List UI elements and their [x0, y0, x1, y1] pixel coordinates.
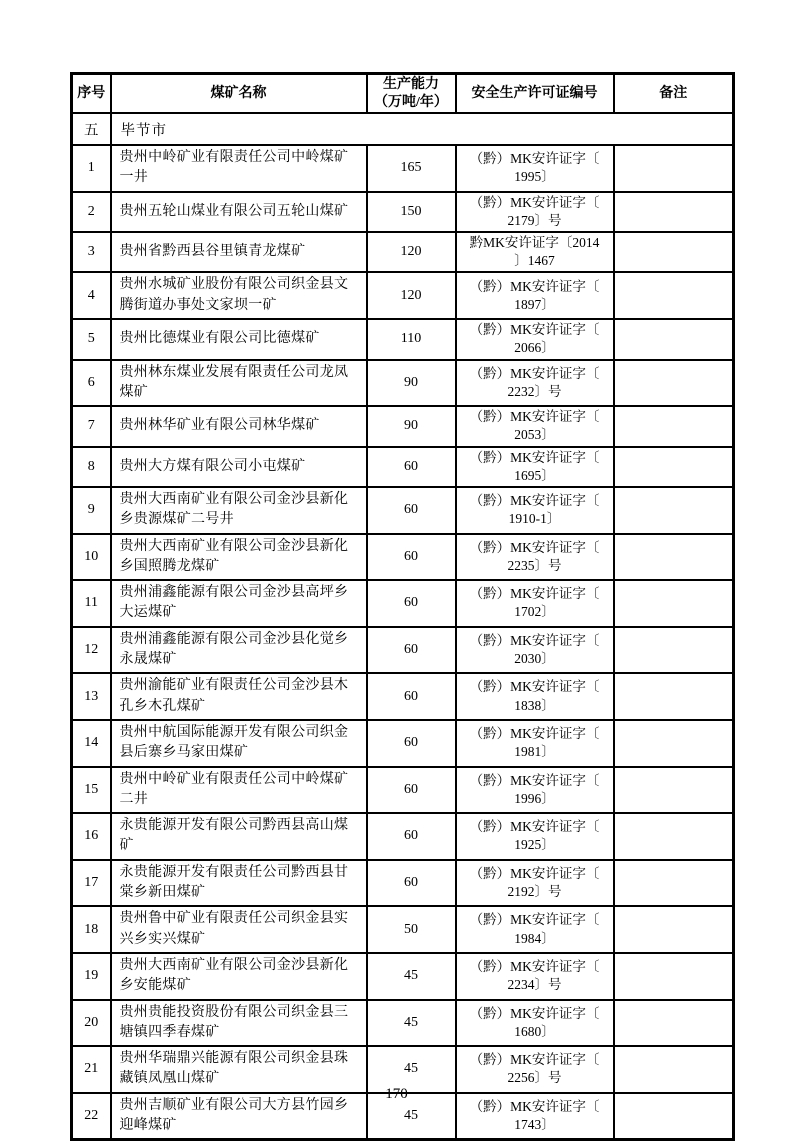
table-row: [72, 673, 734, 720]
license-line: （黔）MK安许证字〔: [469, 1052, 600, 1068]
license-cell: [456, 1000, 614, 1047]
license-line: （黔）MK安许证字〔: [469, 1005, 600, 1021]
license-line: （黔）MK安许证字〔: [469, 409, 600, 425]
remarks-cell: [614, 406, 734, 446]
seq-cell: 18: [72, 906, 111, 953]
license-line: （黔）MK安许证字〔: [469, 912, 600, 928]
license-line: （黔）MK安许证字〔: [469, 278, 600, 294]
mine-name-cell: 贵州中岭矿业有限责任公司中岭煤矿二井: [111, 767, 367, 814]
mine-name-cell: 贵州大方煤有限公司小屯煤矿: [111, 447, 367, 487]
license-line: （黔）MK安许证字〔: [469, 958, 600, 974]
license-cell: [456, 272, 614, 319]
license-line: （黔）MK安许证字〔: [469, 493, 600, 509]
mine-name-cell: 贵州贵能投资股份有限公司织金县三塘镇四季春煤矿: [111, 1000, 367, 1047]
license-cell: [456, 406, 614, 446]
capacity-cell: 90: [367, 406, 456, 446]
capacity-cell: 45: [367, 953, 456, 1000]
license-line: （黔）MK安许证字〔: [469, 819, 600, 835]
license-cell: [456, 360, 614, 407]
header-capacity-line2: （万吨/年）: [374, 94, 448, 110]
header-capacity: [367, 74, 456, 114]
mine-name-cell: 贵州林华矿业有限公司林华煤矿: [111, 406, 367, 446]
table-row: [72, 860, 734, 907]
license-line: 2179〕号: [507, 212, 562, 228]
table-row: [72, 447, 734, 487]
remarks-cell: [614, 906, 734, 953]
license-cell: [456, 192, 614, 232]
license-line: （黔）MK安许证字〔: [469, 449, 600, 465]
license-line: （黔）MK安许证字〔: [469, 679, 600, 695]
capacity-cell: 60: [367, 860, 456, 907]
table-row: [72, 906, 734, 953]
mine-name-cell: 贵州华瑞鼎兴能源有限公司织金县珠藏镇凤凰山煤矿: [111, 1046, 367, 1093]
remarks-cell: [614, 580, 734, 627]
seq-cell: 12: [72, 627, 111, 674]
license-line: 2192〕号: [507, 884, 562, 900]
remarks-cell: [614, 487, 734, 534]
seq-cell: 20: [72, 1000, 111, 1047]
capacity-cell: 90: [367, 360, 456, 407]
section-seq-cell: 五: [72, 113, 111, 145]
mine-name-cell: 永贵能源开发有限责任公司黔西县甘棠乡新田煤矿: [111, 860, 367, 907]
license-cell: [456, 534, 614, 581]
license-line: 1695〕: [514, 467, 555, 483]
seq-cell: 5: [72, 319, 111, 359]
license-line: （黔）MK安许证字〔: [469, 365, 600, 381]
mine-name-cell: 贵州中岭矿业有限责任公司中岭煤矿一井: [111, 145, 367, 192]
license-line: （黔）MK安许证字〔: [469, 865, 600, 881]
license-cell: [456, 906, 614, 953]
mine-name-cell: 贵州中航国际能源开发有限公司织金县后寨乡马家田煤矿: [111, 720, 367, 767]
mine-name-cell: 贵州省黔西县谷里镇青龙煤矿: [111, 232, 367, 272]
remarks-cell: [614, 860, 734, 907]
table-row: [72, 1000, 734, 1047]
license-line: 1996〕: [514, 790, 555, 806]
license-line: （黔）MK安许证字〔: [469, 1098, 600, 1114]
license-line: 2053〕: [514, 427, 555, 443]
license-cell: [456, 767, 614, 814]
seq-cell: 3: [72, 232, 111, 272]
remarks-cell: [614, 767, 734, 814]
capacity-cell: 60: [367, 487, 456, 534]
license-cell: [456, 232, 614, 272]
remarks-cell: [614, 813, 734, 860]
seq-cell: 19: [72, 953, 111, 1000]
license-cell: [456, 580, 614, 627]
seq-cell: 2: [72, 192, 111, 232]
seq-cell: 8: [72, 447, 111, 487]
remarks-cell: [614, 192, 734, 232]
license-cell: [456, 145, 614, 192]
license-line: （黔）MK安许证字〔: [469, 539, 600, 555]
seq-cell: 22: [72, 1093, 111, 1140]
capacity-cell: 120: [367, 272, 456, 319]
seq-cell: 10: [72, 534, 111, 581]
mine-name-cell: 贵州鲁中矿业有限责任公司织金县实兴乡实兴煤矿: [111, 906, 367, 953]
table-header-row: [72, 74, 734, 114]
remarks-cell: [614, 953, 734, 1000]
remarks-cell: [614, 319, 734, 359]
capacity-cell: 45: [367, 1093, 456, 1140]
remarks-cell: [614, 673, 734, 720]
seq-cell: 15: [72, 767, 111, 814]
page-number: 170: [385, 1086, 408, 1102]
table-row: [72, 767, 734, 814]
remarks-cell: [614, 447, 734, 487]
license-line: 1743〕: [514, 1116, 555, 1132]
table-row: [72, 627, 734, 674]
table-row: [72, 487, 734, 534]
table-row: [72, 360, 734, 407]
seq-cell: 7: [72, 406, 111, 446]
license-line: 1838〕: [514, 697, 555, 713]
seq-cell: 6: [72, 360, 111, 407]
license-line: 2066〕: [514, 340, 555, 356]
license-cell: [456, 813, 614, 860]
license-line: 1995〕: [514, 169, 555, 185]
mine-name-cell: 贵州大西南矿业有限公司金沙县新化乡国照腾龙煤矿: [111, 534, 367, 581]
table-row: [72, 953, 734, 1000]
table-row: [72, 406, 734, 446]
seq-cell: 1: [72, 145, 111, 192]
license-line: 2235〕号: [507, 557, 562, 573]
license-cell: [456, 487, 614, 534]
header-capacity-line1: 生产能力: [383, 77, 439, 92]
table-body: [72, 113, 734, 1140]
seq-cell: 11: [72, 580, 111, 627]
capacity-cell: 60: [367, 673, 456, 720]
license-cell: [456, 720, 614, 767]
table-row: [72, 145, 734, 192]
table-row: [72, 232, 734, 272]
seq-cell: 17: [72, 860, 111, 907]
seq-cell: 21: [72, 1046, 111, 1093]
capacity-cell: 120: [367, 232, 456, 272]
remarks-cell: [614, 720, 734, 767]
capacity-cell: 60: [367, 580, 456, 627]
remarks-cell: [614, 145, 734, 192]
capacity-cell: 60: [367, 767, 456, 814]
license-line: 〕1467: [514, 253, 555, 269]
header-seq: 序号: [72, 74, 111, 114]
capacity-cell: 60: [367, 720, 456, 767]
license-cell: [456, 447, 614, 487]
capacity-cell: 150: [367, 192, 456, 232]
license-line: （黔）MK安许证字〔: [469, 586, 600, 602]
license-line: 1897〕: [514, 296, 555, 312]
mine-name-cell: 贵州水城矿业股份有限公司织金县文腾街道办事处文家坝一矿: [111, 272, 367, 319]
mine-name-cell: 永贵能源开发有限公司黔西县高山煤矿: [111, 813, 367, 860]
mine-name-cell: 贵州渝能矿业有限责任公司金沙县木孔乡木孔煤矿: [111, 673, 367, 720]
license-line: （黔）MK安许证字〔: [469, 772, 600, 788]
table-row: [72, 272, 734, 319]
seq-cell: 16: [72, 813, 111, 860]
seq-cell: 13: [72, 673, 111, 720]
license-line: （黔）MK安许证字〔: [469, 322, 600, 338]
license-line: 1680〕: [514, 1023, 555, 1039]
remarks-cell: [614, 627, 734, 674]
mine-name-cell: 贵州浦鑫能源有限公司金沙县化觉乡永晟煤矿: [111, 627, 367, 674]
capacity-cell: 45: [367, 1046, 456, 1093]
remarks-cell: [614, 272, 734, 319]
remarks-cell: [614, 534, 734, 581]
license-line: 2234〕号: [507, 977, 562, 993]
mine-name-cell: 贵州吉顺矿业有限公司大方县竹园乡迎峰煤矿: [111, 1093, 367, 1140]
license-cell: [456, 673, 614, 720]
license-line: 1981〕: [514, 744, 555, 760]
header-remarks: 备注: [614, 74, 734, 114]
table-row: [72, 580, 734, 627]
remarks-cell: [614, 360, 734, 407]
header-mine-name: 煤矿名称: [111, 74, 367, 114]
license-cell: [456, 627, 614, 674]
license-line: （黔）MK安许证字〔: [469, 151, 600, 167]
license-cell: [456, 860, 614, 907]
table-row: [72, 534, 734, 581]
table-row: [72, 720, 734, 767]
capacity-cell: 60: [367, 447, 456, 487]
capacity-cell: 50: [367, 906, 456, 953]
seq-cell: 9: [72, 487, 111, 534]
section-name-cell: 毕节市: [111, 113, 734, 145]
mine-name-cell: 贵州浦鑫能源有限公司金沙县高坪乡大运煤矿: [111, 580, 367, 627]
table-row: [72, 319, 734, 359]
license-cell: [456, 319, 614, 359]
license-line: （黔）MK安许证字〔: [469, 632, 600, 648]
license-line: （黔）MK安许证字〔: [469, 194, 600, 210]
remarks-cell: [614, 1000, 734, 1047]
capacity-cell: 110: [367, 319, 456, 359]
table-row: [72, 192, 734, 232]
license-line: 1984〕: [514, 930, 555, 946]
license-line: 1925〕: [514, 837, 555, 853]
mine-name-cell: 贵州大西南矿业有限公司金沙县新化乡贵源煤矿二号井: [111, 487, 367, 534]
capacity-cell: 60: [367, 627, 456, 674]
table-row: [72, 813, 734, 860]
header-license: 安全生产许可证编号: [456, 74, 614, 114]
license-line: 2256〕号: [507, 1070, 562, 1086]
license-line: 黔MK安许证字〔2014: [469, 235, 600, 251]
mine-name-cell: 贵州五轮山煤业有限公司五轮山煤矿: [111, 192, 367, 232]
remarks-cell: [614, 232, 734, 272]
capacity-cell: 165: [367, 145, 456, 192]
license-cell: [456, 953, 614, 1000]
section-row: [72, 113, 734, 145]
license-line: （黔）MK安许证字〔: [469, 726, 600, 742]
capacity-cell: 45: [367, 1000, 456, 1047]
seq-cell: 14: [72, 720, 111, 767]
license-line: 2232〕号: [507, 383, 562, 399]
mine-name-cell: 贵州比德煤业有限公司比德煤矿: [111, 319, 367, 359]
capacity-cell: 60: [367, 534, 456, 581]
capacity-cell: 60: [367, 813, 456, 860]
license-line: 1910-1〕: [508, 511, 561, 527]
license-line: 2030〕: [514, 651, 555, 667]
coal-mine-table: [70, 72, 735, 1141]
license-line: 1702〕: [514, 604, 555, 620]
mine-name-cell: 贵州林东煤业发展有限责任公司龙凤煤矿: [111, 360, 367, 407]
seq-cell: 4: [72, 272, 111, 319]
mine-name-cell: 贵州大西南矿业有限公司金沙县新化乡安能煤矿: [111, 953, 367, 1000]
